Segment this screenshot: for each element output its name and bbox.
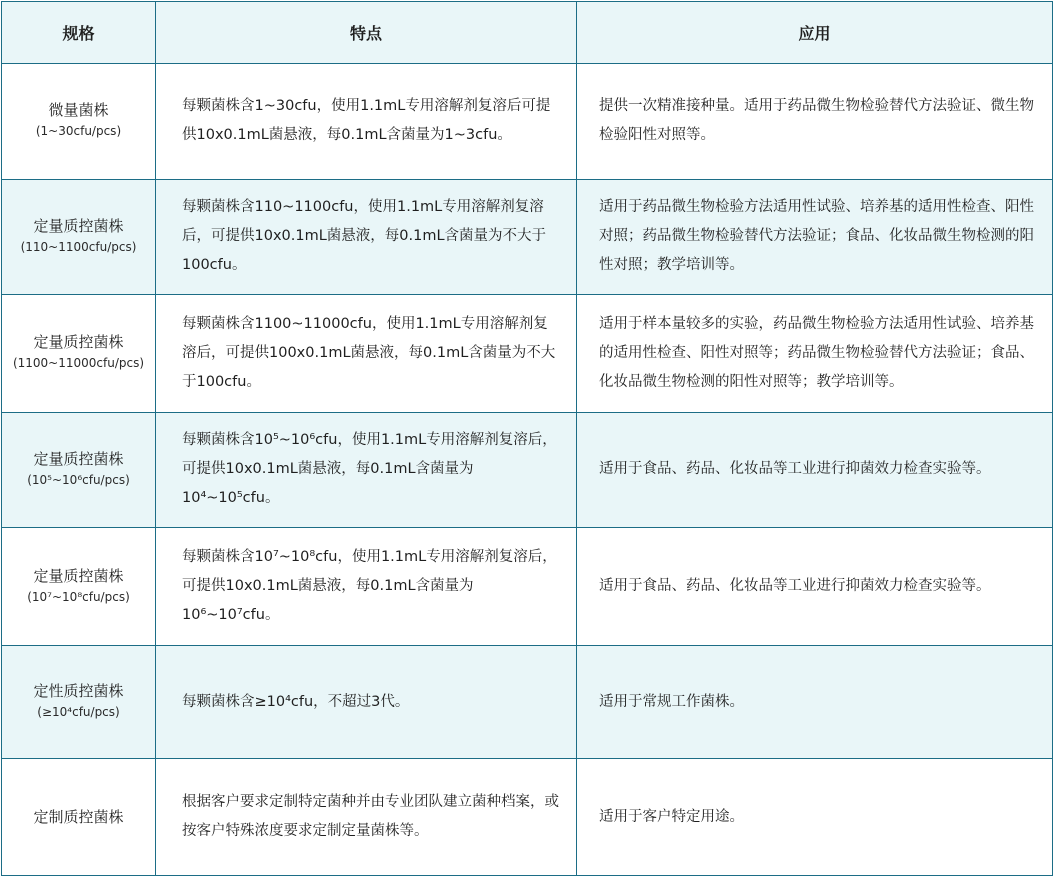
strain-range: (10⁵~10⁶cfu/pcs): [27, 472, 130, 487]
application-cell: 适用于药品微生物检验方法适用性试验、培养基的适用性检查、阳性对照；药品微生物检验替代方法验证；食品、化妆品微生物检测的阳性对照；教学培训等。: [577, 179, 1053, 295]
header-feature: 特点: [156, 2, 577, 64]
header-application: 应用: [577, 2, 1053, 64]
header-spec: 规格: [2, 2, 156, 64]
spec-cell: [2, 64, 156, 180]
spec-cell: [2, 528, 156, 646]
table-row: [2, 64, 1053, 180]
feature-cell: 每颗菌株含110~1100cfu，使用1.1mL专用溶解剂复溶后，可提供10x0.1mL菌悬液，每0.1mL含菌量为不大于100cfu。: [156, 179, 577, 295]
strain-range: (≥10⁴cfu/pcs): [37, 705, 120, 720]
strain-name: 定量质控菌株: [33, 216, 124, 235]
application-cell: 适用于食品、药品、化妆品等工业进行抑菌效力检查实验等。: [577, 412, 1053, 528]
strain-range: (1~30cfu/pcs): [35, 124, 122, 139]
strain-range: (110~1100cfu/pcs): [20, 239, 137, 254]
table-row: [2, 412, 1053, 528]
strain-range: (1100~11000cfu/pcs): [12, 356, 145, 371]
feature-cell: 每颗菌株含10⁷~10⁸cfu，使用1.1mL专用溶解剂复溶后，可提供10x0.1mL菌悬液，每0.1mL含菌量为10⁶~10⁷cfu。: [156, 528, 577, 646]
table-row: [2, 759, 1053, 876]
spec-cell: [2, 295, 156, 413]
strain-name: 定性质控菌株: [33, 682, 124, 701]
header-row: [2, 2, 1053, 64]
table-row: [2, 528, 1053, 646]
spec-cell: [2, 759, 156, 876]
feature-cell: 每颗菌株含1~30cfu，使用1.1mL专用溶解剂复溶后可提供10x0.1mL菌悬液，每0.1mL含菌量为1~3cfu。: [156, 64, 577, 180]
strain-name: 定量质控菌株: [33, 449, 124, 468]
strain-range: (10⁷~10⁸cfu/pcs): [27, 589, 130, 604]
application-cell: 适用于客户特定用途。: [577, 759, 1053, 876]
application-cell: 适用于食品、药品、化妆品等工业进行抑菌效力检查实验等。: [577, 528, 1053, 646]
table-row: [2, 295, 1053, 413]
feature-cell: 根据客户要求定制特定菌种并由专业团队建立菌种档案，或按客户特殊浓度要求定制定量菌株等。: [156, 759, 577, 876]
spec-table: [1, 1, 1053, 876]
application-cell: 适用于样本量较多的实验，药品微生物检验方法适用性试验、培养基的适用性检查、阳性对照等；药品微生物检验替代方法验证；食品、化妆品微生物检测的阳性对照等；教学培训等。: [577, 295, 1053, 413]
application-cell: 适用于常规工作菌株。: [577, 645, 1053, 759]
spec-cell: [2, 179, 156, 295]
feature-cell: 每颗菌株含10⁵~10⁶cfu，使用1.1mL专用溶解剂复溶后，可提供10x0.1mL菌悬液，每0.1mL含菌量为10⁴~10⁵cfu。: [156, 412, 577, 528]
strain-name: 定制质控菌株: [33, 807, 124, 826]
spec-cell: [2, 645, 156, 759]
spec-cell: [2, 412, 156, 528]
application-cell: 提供一次精准接种量。适用于药品微生物检验替代方法验证、微生物检验阳性对照等。: [577, 64, 1053, 180]
table-row: [2, 179, 1053, 295]
feature-cell: 每颗菌株含1100~11000cfu，使用1.1mL专用溶解剂复溶后，可提供100x0.1mL菌悬液，每0.1mL含菌量为不大于100cfu。: [156, 295, 577, 413]
strain-name: 定量质控菌株: [33, 333, 124, 352]
strain-name: 微量菌株: [48, 101, 109, 120]
strain-name: 定量质控菌株: [33, 566, 124, 585]
feature-cell: 每颗菌株含≥10⁴cfu，不超过3代。: [156, 645, 577, 759]
table-row: [2, 645, 1053, 759]
